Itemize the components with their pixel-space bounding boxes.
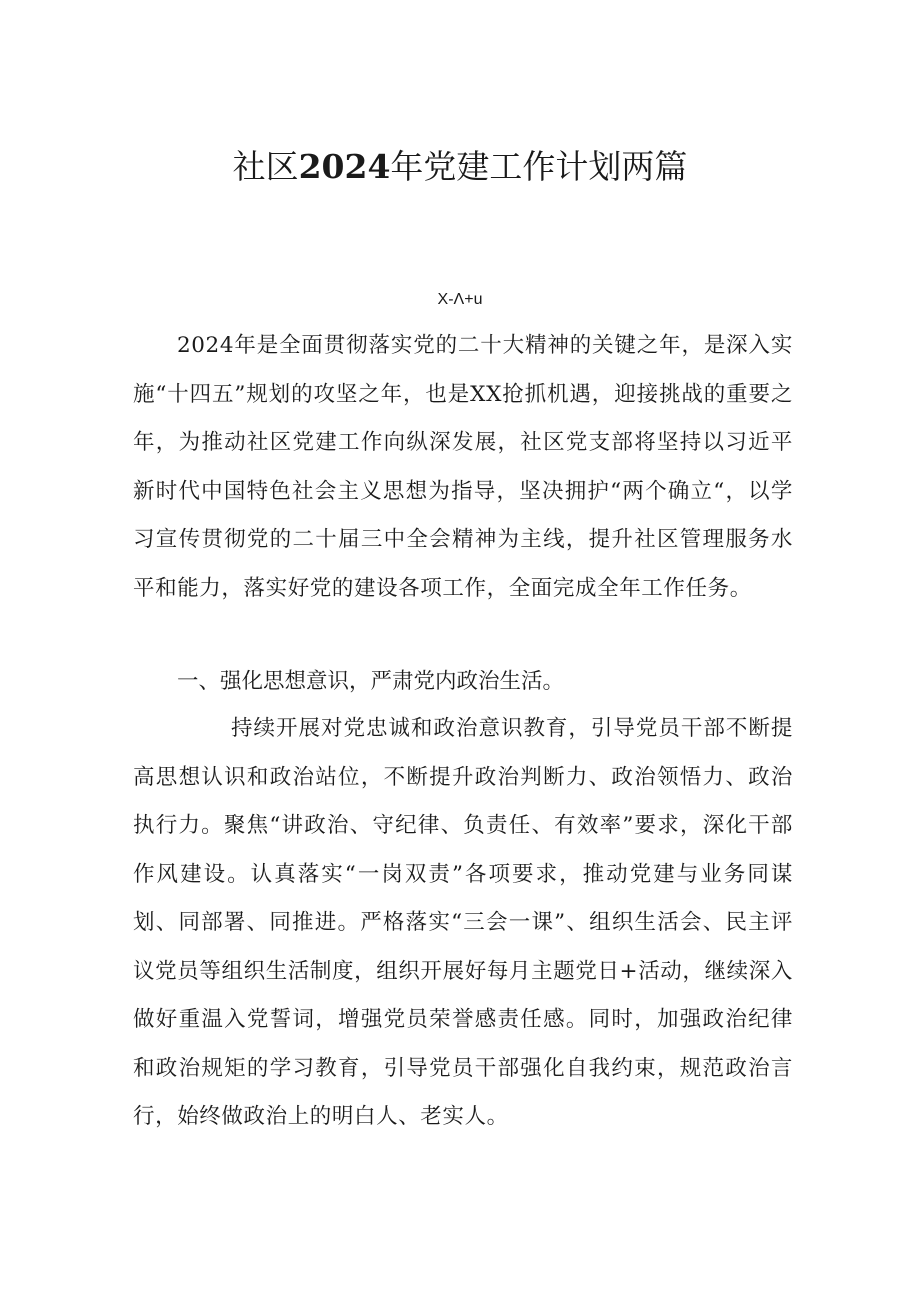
document-subtitle: X-Λ+u <box>437 291 483 308</box>
section-heading-1: 一、强化思想意识，严肃党内政治生活。 <box>177 669 565 694</box>
document-title <box>0 143 920 191</box>
intro-paragraph: 2024年是全面贯彻落实党的二十大精神的关键之年，是深入实施“十四五”规划的攻坚之年，也是XX抢抓机遇，迎接挑战的重要之年，为推动社区党建工作向纵深发展，社区党支部将坚持以习近平新时代中国特色社会主义思想为指导，坚决拥护“两个确立“，以学习宣传贯彻党的二十届三中全会精神为主线，提升社区管理服务水平和能力，落实好党的建设各项工作，全面完成全年工作任务。 <box>133 333 793 601</box>
title-prefix: 社区 <box>232 147 299 186</box>
title-suffix: 年党建工作计划两篇 <box>390 147 688 186</box>
title-year: 2024 <box>298 147 391 186</box>
section-1-paragraph: 持续开展对党忠诚和政治意识教育，引导党员干部不断提高思想认识和政治站位，不断提升政治判断力、政治领悟力、政治执行力。聚焦“讲政治、守纪律、负责任、有效率”要求，深化干部作风建设。认真落实“一岗双责”各项要求，推动党建与业务同谋划、同部署、同推进。严格落实“三会一课”、组织生活会、民主评议党员等组织生活制度，组织开展好每月主题党日+活动，继续深入做好重温入党誓词，增强党员荣誉感责任感。同时，加强政治纪律和政治规矩的学习教育，引导党员干部强化自我约束，规范政治言行，始终做政治上的明白人、老实人。 <box>133 716 793 1129</box>
